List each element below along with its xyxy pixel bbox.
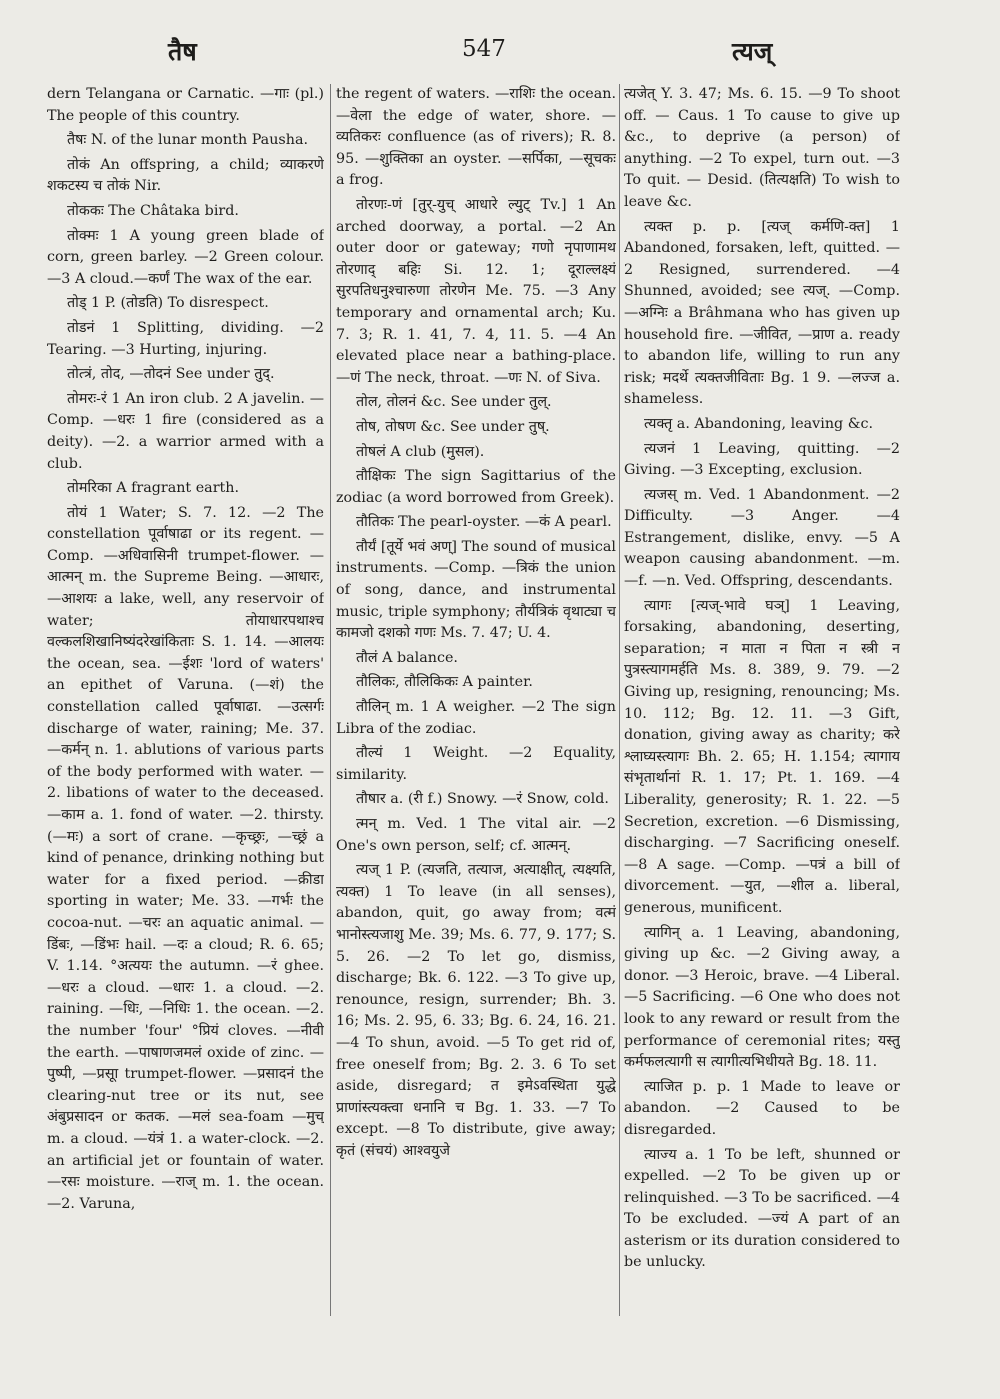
dictionary-entry: तौलं A balance. [356,649,458,666]
dictionary-entry: तोड् 1 P. (तोडति) To disrespect. [67,295,269,312]
dictionary-entry: त्यजस् m. Ved. 1 Abandonment. —2 Difficulty. —3 Anger. —4 Estrangement, dislike, envy. —5 A weapon causing abandonment. —m. —f. —n. Ved. Offspring, descendants. [624,486,900,590]
dictionary-entry: तोमरिका A fragrant earth. [67,480,240,497]
dictionary-entry: तोत्त्रं, तोद, —तोदनं See under तुद्. [67,366,275,383]
dictionary-entry: तोक्मः 1 A young green blade of corn, green barley. —2 Green colour. —3 A cloud.—कर्णं The wax of the ear. [47,227,324,287]
dictionary-entry: त्यजनं 1 Leaving, quitting. —2 Giving. —3 Excepting, exclusion. [624,440,900,479]
dictionary-entry: तोषलं A club (मुसल). [356,443,485,460]
dictionary-entry: तौषार a. (री f.) Snowy. —रं Snow, cold. [356,791,609,808]
dictionary-entry: तौक्षिकः The sign Sagittarius of the zodiac (a word borrowed from Greek). [336,468,616,506]
column-divider [619,84,620,1316]
dictionary-entry: त्यजेत् Y. 3. 47; Ms. 6. 15. —9 To shoot off. — Caus. 1 To cause to give up &c., to deprive (a person) of anything. —2 To expel, turn out. —3 To quit. — Desid. (तित्यक्षति) To wish to leave &c. [624,86,900,210]
dictionary-entry: तैषः N. of the lunar month Pausha. [67,132,309,149]
dictionary-entry: तौल्यं 1 Weight. —2 Equality, similarity. [336,745,616,783]
dictionary-entry: तोल, तोलनं &c. See under तुल्. [356,394,552,411]
page-number: 547 [462,36,506,62]
dictionary-entry: त्मन् m. Ved. 1 The vital air. —2 One's own person, self; cf. आत्मन्. [336,816,616,854]
column-2 [336,84,616,1320]
dictionary-entry: तौलिकः, तौलिकिकः A painter. [356,674,533,691]
column-1 [47,84,324,1320]
dictionary-entry: त्यागिन् a. 1 Leaving, abandoning, giving up &c. —2 Giving away, a donor. —3 Heroic, brave. —4 Liberal. —5 Sacrificing. —6 One who does not look to any reward or result from the performance of ceremonial rites; यस्तु कर्मफलत्यागी स त्यागीत्यभिधीयते Bg. 18. 11. [624,924,900,1071]
dictionary-entry: तोकं An offspring, a child; व्याकरणे शकटस्य च तोकं Nir. [47,156,324,195]
column-divider [330,84,331,1316]
column-3 [624,84,900,1320]
dictionary-entry: तौतिकः The pearl-oyster. —कं A pearl. [356,514,612,531]
dictionary-entry: तोष, तोषण &c. See under तुष्. [356,418,550,435]
dictionary-entry: तोयं 1 Water; S. 7. 12. —2 The constellation पूर्वाषाढा or its regent. —Comp. —अधिवासिनी trumpet-flower. —आत्मन् m. the Supreme Being. —आधारः, —आशयः a lake, well, any reservoir of water; तोयाधारपथाश्च वल्कलशिखानिष्यंदरेखांकिताः S. 1. 14. —आलयः the ocean, sea. —ईशः 'lord of waters' an epithet of Varuna. (—शं) the constellation called पूर्वाषाढा. —उत्सर्गः discharge of water, raining; Me. 37. —कर्मन् n. 1. ablutions of various parts of the body performed with water. —2. libations of water to the deceased. —काम a. 1. fond of water. —2. thirsty. (—मः) a sort of crane. —कृच्छ्रः, —च्छ्रं a kind of penance, drinking nothing but water for a fixed period. —क्रीडा sporting in water; Me. 33. —गर्भः the cocoa-nut. —चरः an aquatic animal. —डिंबः, —डिंभः hail. —दः a cloud; R. 6. 65; V. 1.14. °अत्ययः the autumn. —रं ghee. —धरः a cloud. —धारः 1. a cloud. —2. raining. —धिः, —निधिः 1. the ocean. —2. the number 'four' °प्रियं cloves. —नीवी the earth. —पाषाणजमलं oxide of zinc. —पुष्पी, —प्रसूा trumpet-flower. —प्रसादनं the clearing-nut tree or its nut, see अंबुप्रसादन or कतक. —मलं sea-foam —मुच् m. a cloud. —यंत्रं 1. a water-clock. —2. an artificial jet or fountain of water. —रसः moisture. —राज् m. 1. the ocean. —2. Varuna, [47,504,324,1212]
dictionary-entry: तोरणः-णं [तुर्-युच् आधारे ल्युट् Tv.] 1 An arched doorway, a portal. —2 An outer door or gateway; गणो नृपाणामथ तोरणाद् बहिः Si. 12. 1; दूराल्लक्ष्यं सुरपतिधनुश्चारुणा तोरणेन Me. 75. —3 Any temporary and ornamental arch; Ku. 7. 3; R. 1. 41, 7. 4, 11. 5. —4 An elevated place near a bathing-place. —णं The neck, throat. —णः N. of Siva. [336,196,616,386]
dictionary-entry: त्यक्तृ a. Abandoning, leaving &c. [644,415,874,432]
dictionary-entry: त्यागः [त्यज्-भावे घञ्] 1 Leaving, forsaking, abandoning, deserting, separation; न माता न पिता न स्त्री न पुत्रस्त्यागमर्हति Ms. 8. 389, 9. 79. —2 Giving up, resigning, renouncing; Ms. 10. 112; Bg. 12. 11. —3 Gift, donation, giving away as charity; करे श्लाघ्यस्त्यागः Bh. 2. 65; H. 1.154; त्यागाय संभृतार्थानां R. 1. 17; Pt. 1. 169. —4 Liberality, generosity; R. 1. 22. —5 Secretion, excretion. —6 Dismissing, discharging. —7 Sacrificing oneself. —8 A sage. —Comp. —पत्रं a bill of divorcement. —युत, —शील a. liberal, generous, munificent. [624,597,900,916]
dictionary-entry: तौलिन् m. 1 A weigher. —2 The sign Libra of the zodiac. [336,699,616,737]
dictionary-entry: त्यज् 1 P. (त्यजति, तत्याज, अत्याक्षीत्, त्यक्ष्यति, त्यक्त) 1 To leave (in all senses), abandon, quit, go away from; वत्मं भानोस्त्यजाशु Me. 39; Ms. 6. 77, 9. 177; S. 5. 26. —2 To let go, dismiss, discharge; Bk. 6. 122. —3 To give up, renounce, resign, surrender; Bh. 3. 16; Ms. 2. 95, 6. 33; Bg. 6. 24, 16. 21. —4 To shun, avoid. —5 To get rid of, free oneself from; Bg. 2. 3. 6 To set aside, disregard; त इमेऽवस्थिता युद्धे प्राणांस्त्यक्त्वा धनानि च Bg. 1. 33. —7 To except. —8 To distribute, give away; कृतं (संचयं) आश्वयुजे [336,862,616,1159]
dictionary-entry: the regent of waters. —राशिः the ocean. —वेला the edge of water, shore. —व्यतिकरः confluence (as of rivers); R. 8. 95. —शुक्तिका an oyster. —सर्पिका, —सूचकः a frog. [336,86,616,189]
dictionary-entry: त्याज्य a. 1 To be left, shunned or expelled. —2 To be given up or relinquished. —3 To be sacrificed. —4 To be excluded. —ज्यं A part of an asterism or its duration considered to be unlucky. [624,1146,900,1271]
dictionary-entry: तोमरः-रं 1 An iron club. 2 A javelin. —Comp. —धरः 1 fire (considered as a deity). —2. a warrior armed with a club. [47,390,324,472]
dictionary-entry: तोककः The Châtaka bird. [67,202,239,219]
dictionary-entry: त्याजित p. p. 1 Made to leave or abandon. —2 Caused to be disregarded. [624,1078,900,1138]
left-running-head: तैष [168,37,197,66]
right-running-head: त्यज् [732,37,773,66]
dictionary-entry: तोडनं 1 Splitting, dividing. —2 Tearing. —3 Hurting, injuring. [47,319,324,358]
page-header [0,30,1000,70]
dictionary-entry: dern Telangana or Carnatic. —गाः (pl.) The people of this country. [47,86,324,124]
dictionary-entry: त्यक्त p. p. [त्यज् कर्मणि-क्त] 1 Abandoned, forsaken, left, quitted. —2 Resigned, surrendered. —4 Shunned, avoided; see त्यज्. —Comp. —अग्निः a Brâhmana who has given up household fire. —जीवित, —प्राण a. ready to abandon life, willing to run any risk; मदर्थे त्यक्तजीविताः Bg. 1 9. —लज्ज a. shameless. [624,218,900,408]
dictionary-entry: तौर्यं [तूर्ये भवं अण्] The sound of musical instruments. —Comp. —त्रिकं the union of song, dance, and instrumental music, triple symphony; तौर्यत्रिकं वृथाट्या च कामजो दशको गणः Ms. 7. 47; U. 4. [336,538,616,642]
